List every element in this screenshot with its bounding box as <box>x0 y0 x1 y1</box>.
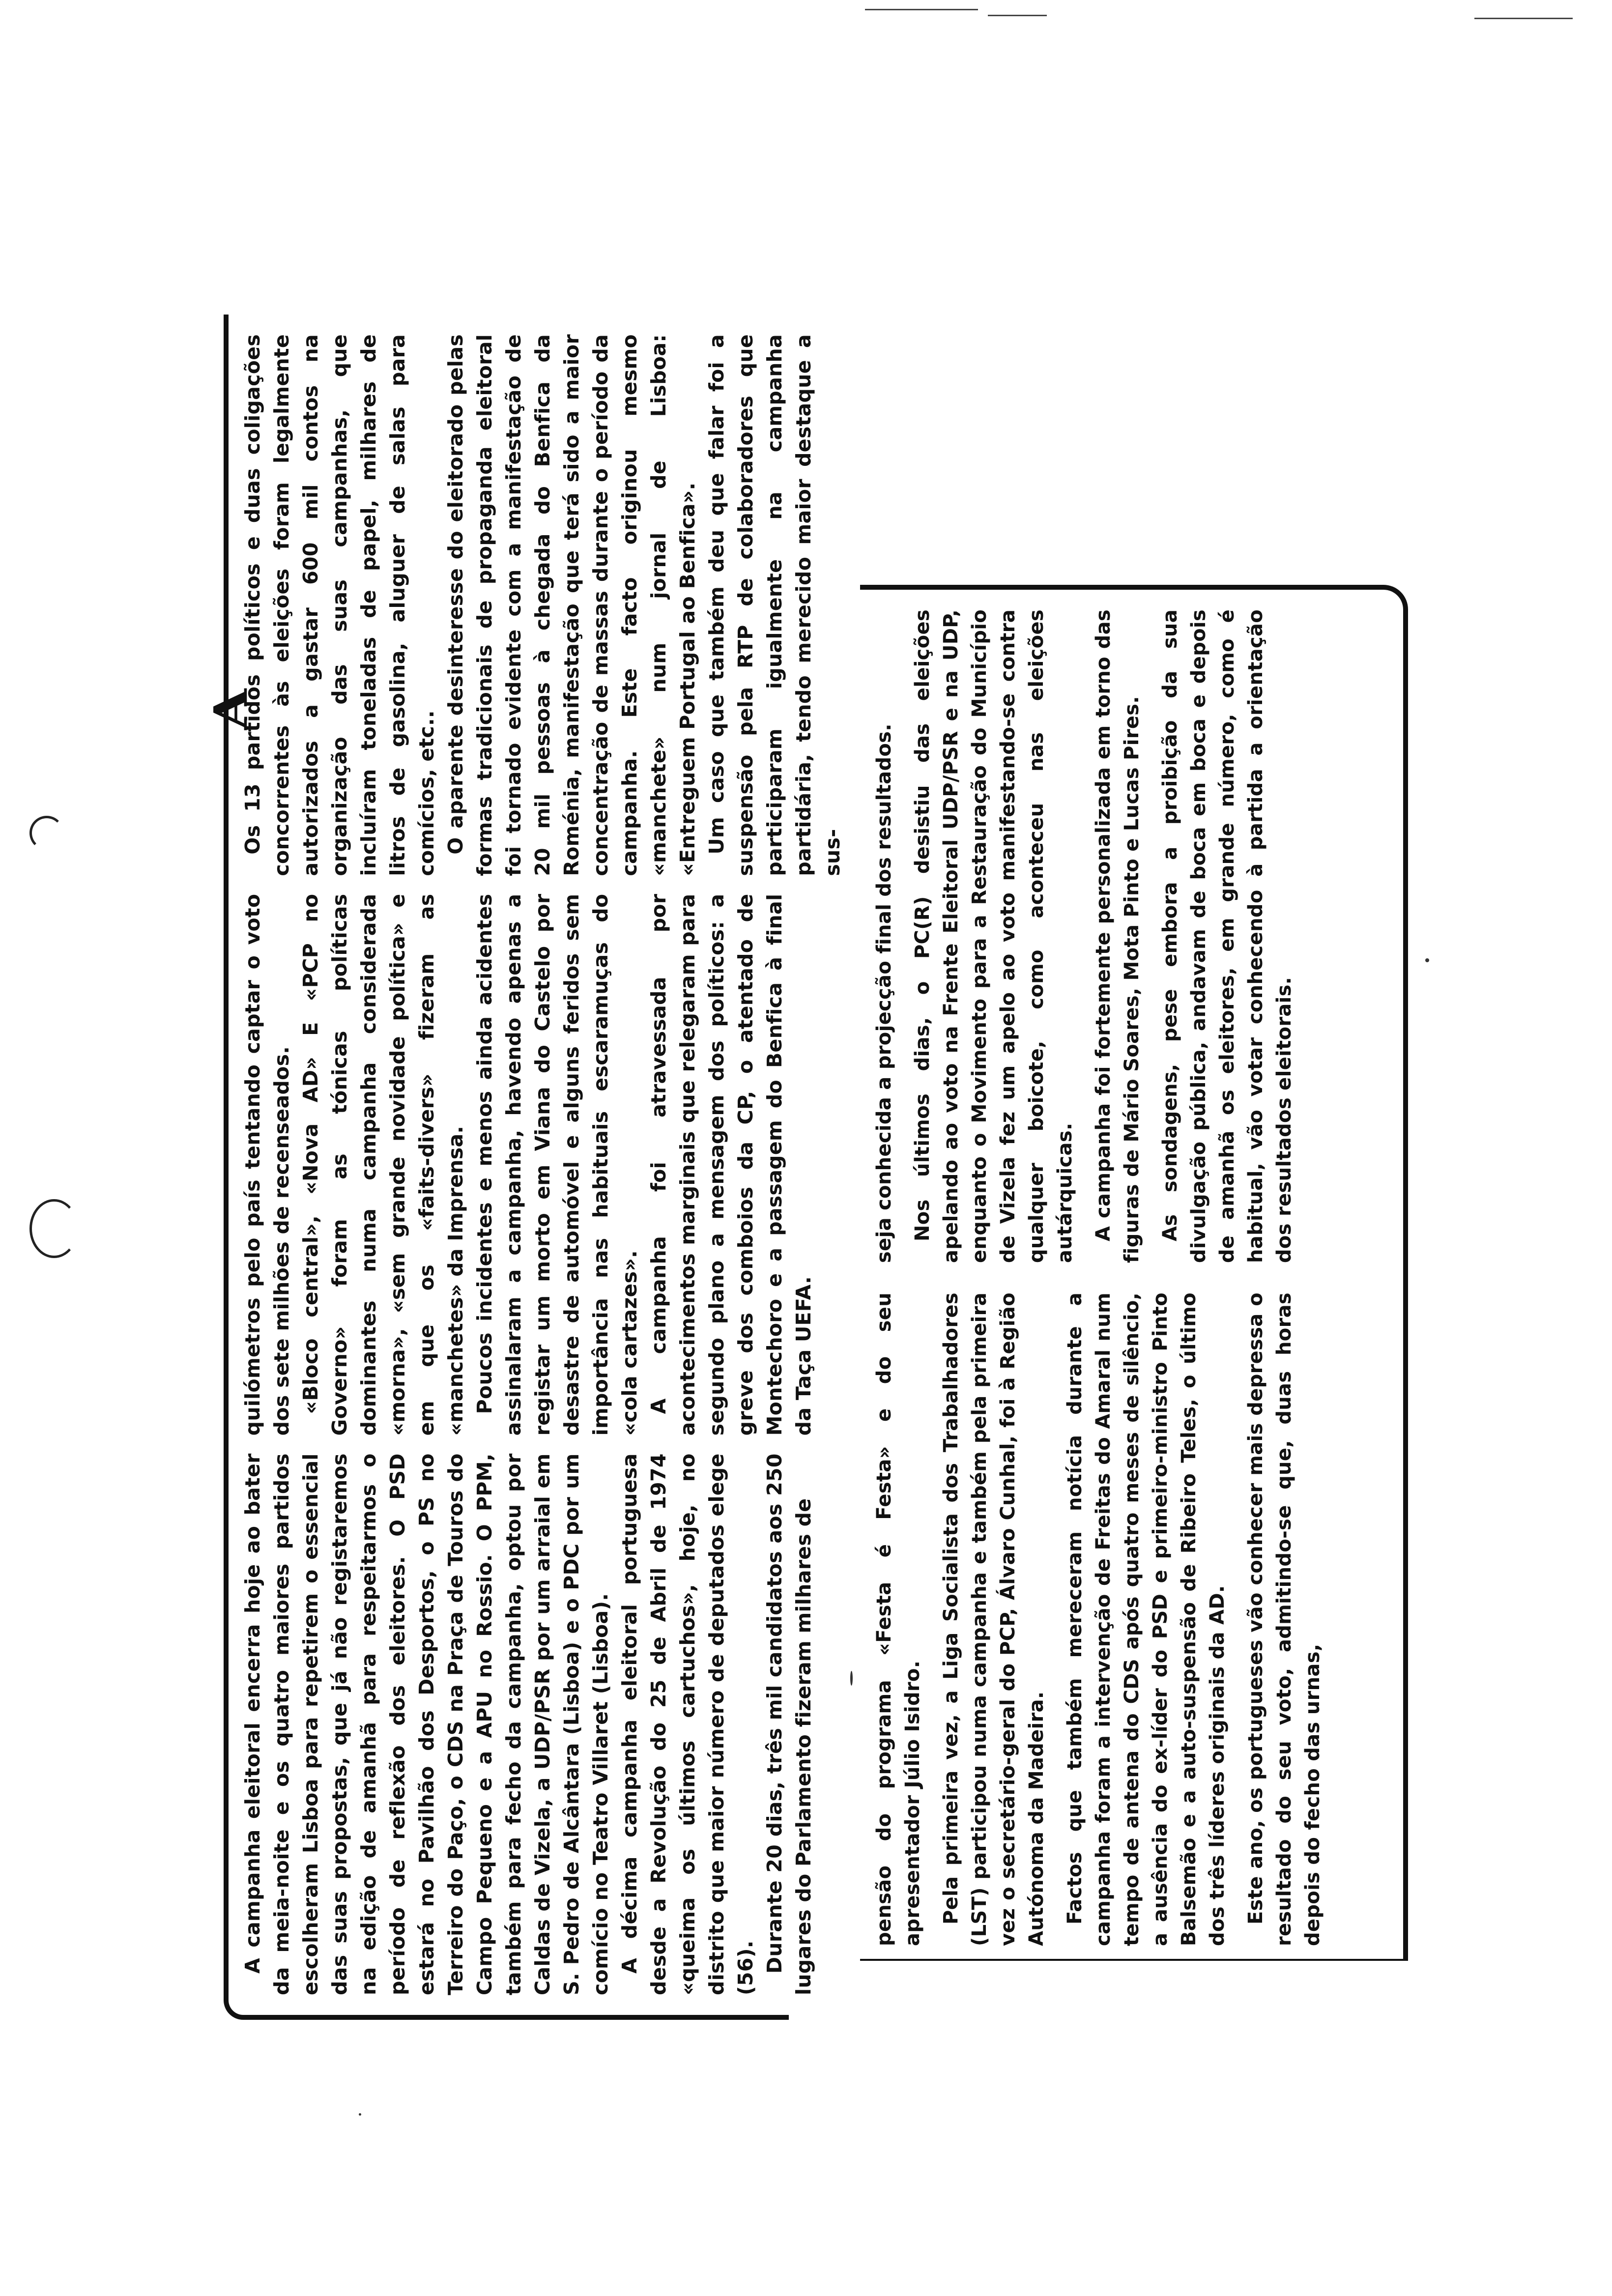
article-columns <box>238 334 844 1995</box>
scan-edge-line <box>1474 18 1573 19</box>
paragraph: quilómetros pelo país tentando captar o voto dos sete milhões de recenseados. <box>241 893 293 1436</box>
paragraph: Este ano, os portugueses vão conhecer mais depressa o resultado do seu voto, admitindo-se que, duas horas depois do fecho das urnas, <box>1244 1292 1324 1946</box>
scan-edge-line <box>988 15 1047 16</box>
paragraph: Nos últimos dias, o PC(R) desistiu das eleições apelando ao voto na Frente Eleitoral UDP/PSR e na UDP, enquanto o Movimento para a Restauração do Município de Vizela fez um apelo ao voto manifestando-se contra qualquer boicote, como aconteceu nas eleições autárquicas. <box>911 609 1076 1263</box>
scan-edge-line <box>865 9 978 10</box>
article-column-4 <box>870 1292 1393 1946</box>
paragraph: A campanha foi atravessada por acontecimentos marginais que relegaram para segundo plano a mensagem dos políticos: a greve dos comboios da CP, o atentado de Montechoro e a passagem do Benfica à final da Taça UEFA. <box>647 893 815 1436</box>
scan-dust <box>1425 958 1429 962</box>
article-column-3 <box>238 334 844 876</box>
paragraph: As sondagens, pese embora a proibição da sua divulgação pública, andavam de boca em boca e depois de amanhã os eleitores, em grande número, como é habitual, vão votar conhecendo à partida a orientação dos resultados eleitorais. <box>1159 609 1295 1263</box>
scan-dust <box>359 2113 361 2116</box>
paragraph: Os 13 partidos políticos e duas coligações concorrentes às eleições foram legalmente autorizados a gastar 600 mil contos na organização das suas campanhas, que incluíram toneladas de papel, milhares de litros de gasolina, aluguer de salas para comícios, etc.. <box>241 334 438 876</box>
article-column-2 <box>238 893 815 1436</box>
clipping-bottom <box>860 585 1408 1961</box>
article-column-1 <box>238 1453 815 1995</box>
paragraph: seja conhecida a projecção final dos resultados. <box>873 723 895 1263</box>
paragraph: Poucos incidentes e menos ainda acidentes assinalaram a campanha, havendo apenas a registar um morto em Viana do Castelo por desastre de automóvel e alguns feridos sem importância nas habituais escaramuças do «cola cartazes». <box>473 893 641 1436</box>
paragraph: A campanha foi fortemente personalizada em torno das figuras de Mário Soares, Mota Pinto e Lucas Pires. <box>1092 609 1143 1263</box>
scan-artifact <box>29 816 64 850</box>
paragraph: A campanha eleitoral encerra hoje ao bater da meia-noite e os quatro maiores partidos escolheram Lisboa para repetirem o essencial das suas propostas, que já não registaremos na edição de amanhã para respeitarmos o período de reflexão dos eleitores. O PSD estará no Pavilhão dos Desportos, o PS no Terreiro do Paço, o CDS na Praça de Touros do Campo Pequeno e a APU no Rossio. O PPM, também para fecho da campanha, optou por Caldas de Vizela, a UDP/PSR por um arraial em S. Pedro de Alcântara (Lisboa) e o PDC por um comício no Teatro Villaret (Lisboa). <box>241 1453 612 1995</box>
paragraph: Factos que também mereceram notícia durante a campanha foram a intervenção de Freitas do Amaral num tempo de antena do CDS após quatro meses de silêncio, a ausência do ex-líder do PSD e primeiro-ministro Pinto Balsemão e a auto-suspensão de Ribeiro Teles, o último dos três líderes originais da AD. <box>1064 1292 1229 1946</box>
scan-artifact <box>29 1199 79 1258</box>
paragraph: pensão do programa «Festa é Festa» e do seu apresentador Júlio Isidro. <box>873 1292 924 1946</box>
handwritten-mark: ᴬ <box>197 689 295 730</box>
article-columns <box>870 609 1393 1946</box>
paragraph: O aparente desinteresse do eleitorado pelas formas tradicionais de propaganda eleitoral foi tornado evidente com a manifestação de 20 mil pessoas à chegada do Benfica da Roménia, manifestação que terá sido a maior concentração de massas durante o período da campanha. Este facto originou mesmo «manchete» num jornal de Lisboa: «Entreguem Portugal ao Benfica». <box>444 334 699 876</box>
paragraph: Durante 20 dias, três mil candidatos aos 250 lugares do Parlamento fizeram milhares de <box>763 1453 815 1995</box>
paragraph: «Bloco central», «Nova AD» E «PCP no Governo» foram as tónicas políticas dominantes numa campanha considerada «morna», «sem grande novidade política» e em que os «faits-divers» fizeram as «manchetes» da Imprensa. <box>299 893 467 1436</box>
article-column-5 <box>870 609 1393 1263</box>
paragraph: Pela primeira vez, a Liga Socialista dos Trabalhadores (LST) participou numa campanha e também pela primeira vez o secretário-geral do PCP, Álvaro Cunhal, foi à Região Autónoma da Madeira. <box>940 1292 1048 1946</box>
scan-dust <box>850 1671 853 1686</box>
paragraph: A décima campanha eleitoral portuguesa desde a Revolução do 25 de Abril de 1974 «queima os últimos cartuchos», hoje, no distrito que maior número de deputados elege (56). <box>618 1453 757 1995</box>
paragraph: Um caso que também deu que falar foi a suspensão pela RTP de colaboradores que participaram igualmente na campanha partidária, tendo merecido maior destaque a sus- <box>705 334 844 876</box>
clipping-top <box>224 315 844 2020</box>
